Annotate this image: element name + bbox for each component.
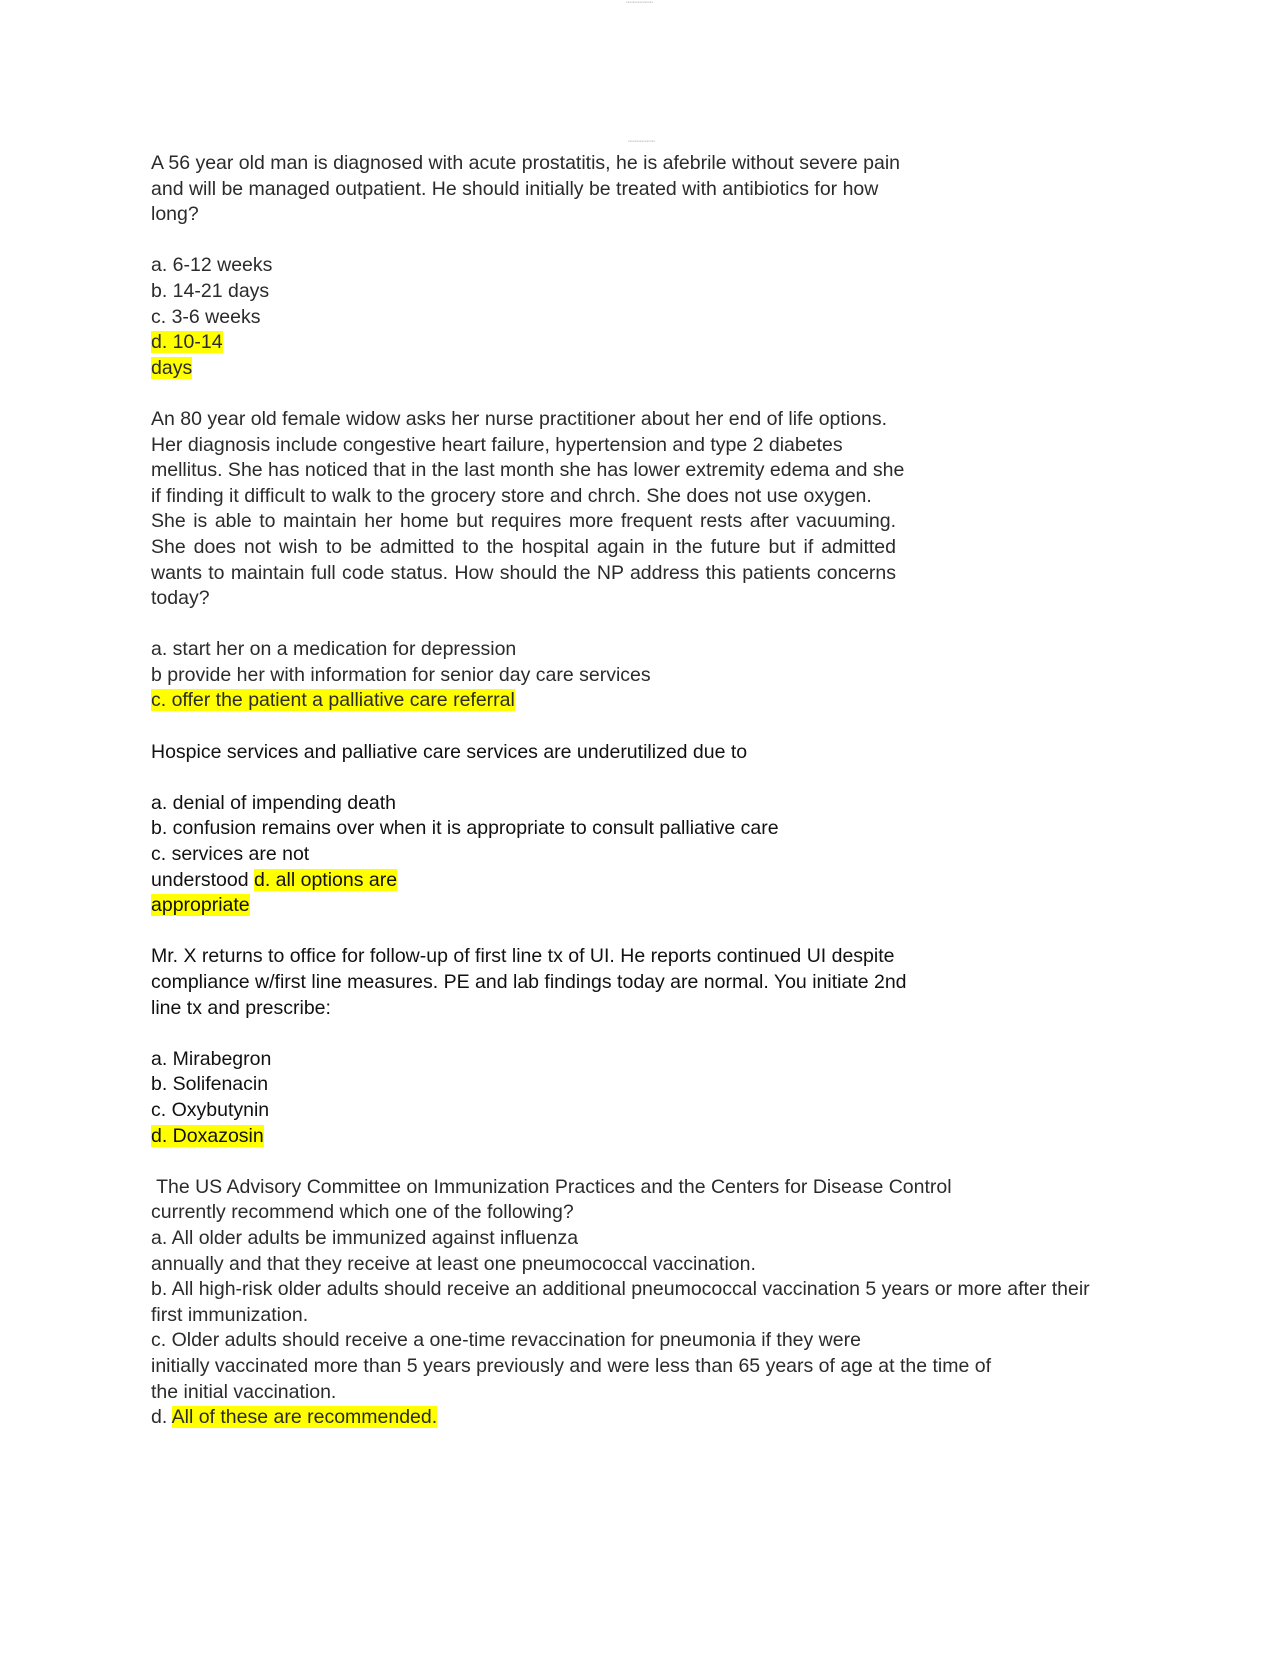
question-stem-line: line tx and prescribe: [151, 996, 331, 1019]
question-stem-line: compliance w/first line measures. PE and lab findings today are normal. You initiate 2nd [151, 971, 907, 993]
answer-option: a. 6-12 weeks [151, 254, 273, 277]
correct-answer-highlight: c. offer the patient a palliative care referral [151, 689, 515, 712]
correct-answer-highlight: appropriate [151, 894, 250, 917]
question-stem-line: today? [151, 587, 210, 610]
top-watermark: xxxxxxxxxxxxxxxx [626, 0, 654, 4]
answer-option: b. All high-risk older adults should receive an additional pneumococcal vaccination 5 years or more after their [151, 1278, 1090, 1301]
answer-option: c. 3-6 weeks [151, 305, 261, 328]
question-stem-line: and will be managed outpatient. He should initially be treated with antibiotics for how [151, 177, 879, 200]
question-3 [151, 740, 1151, 919]
answer-option: annually and that they receive at least one pneumococcal vaccination. [151, 1252, 756, 1275]
question-stem-line: A 56 year old man is diagnosed with acute prostatitis, he is afebrile without severe pain [151, 152, 901, 174]
question-stem-line: Mr. X returns to ofﬁce for follow-up of first line tx of UI. He reports continued UI despite [151, 945, 895, 968]
correct-answer-highlight: d. Doxazosin [151, 1124, 264, 1147]
question-stem-line: An 80 year old female widow asks her nurse practitioner about her end of life options. [151, 407, 888, 430]
question-stem-line: long? [151, 203, 199, 226]
answer-option: a. denial of impending death [151, 791, 397, 814]
document-body [151, 151, 1151, 1431]
header-watermark: xxxxxxxxxxxxxxxx [628, 139, 656, 143]
question-stem-line: currently recommend which one of the following? [151, 1201, 574, 1224]
question-stem-line: She does not wish to be admitted to the hospital again in the future but if admitted [151, 535, 896, 558]
correct-answer-highlight: days [151, 356, 193, 379]
question-stem-line: Hospice services and palliative care services are underutilized due to [151, 740, 748, 763]
answer-prefix: d. [151, 1406, 172, 1429]
question-1 [151, 151, 1151, 381]
question-stem-line: wants to maintain full code status. How should the NP address this patients concerns [151, 561, 896, 584]
correct-answer-highlight: d. all options are [254, 868, 398, 891]
answer-option: understood [151, 868, 249, 891]
answer-option: b. confusion remains over when it is appropriate to consult palliative care [151, 817, 779, 840]
correct-answer-highlight: d. 10-14 [151, 331, 223, 354]
answer-option: initially vaccinated more than 5 years previously and were less than 65 years of age at the time of [151, 1354, 992, 1377]
answer-option: b provide her with information for senior day care services [151, 663, 651, 686]
question-2 [151, 407, 1151, 714]
answer-option: first immunization. [151, 1303, 309, 1326]
question-stem-line: She is able to maintain her home but requires more frequent rests after vacuuming. [151, 510, 896, 533]
answer-option: c. Oxybutynin [151, 1098, 270, 1121]
answer-option: c. Older adults should receive a one-time revaccination for pneumonia if they were [151, 1329, 861, 1352]
answer-option: b. Solifenacin [151, 1073, 269, 1096]
answer-option: c. services are not [151, 843, 310, 866]
answer-option: a. Mirabegron [151, 1047, 272, 1070]
question-stem-line: The US Advisory Committee on Immunization Practices and the Centers for Disease Control [151, 1175, 952, 1198]
answer-option: b. 14-21 days [151, 279, 270, 302]
question-4 [151, 944, 1151, 1149]
question-5 [151, 1175, 1151, 1431]
answer-option: a. start her on a medication for depression [151, 638, 517, 661]
answer-option: a. All older adults be immunized against influenza [151, 1226, 579, 1249]
answer-option: the initial vaccination. [151, 1380, 337, 1403]
question-stem-line: Her diagnosis include congestive heart failure, hypertension and type 2 diabetes [151, 433, 843, 456]
question-stem-line: if finding it difﬁcult to walk to the grocery store and chrch. She does not use oxygen. [151, 484, 872, 507]
question-stem-line: mellitus. She has noticed that in the last month she has lower extremity edema and she [151, 459, 905, 482]
correct-answer-highlight: All of these are recommended. [171, 1406, 438, 1429]
